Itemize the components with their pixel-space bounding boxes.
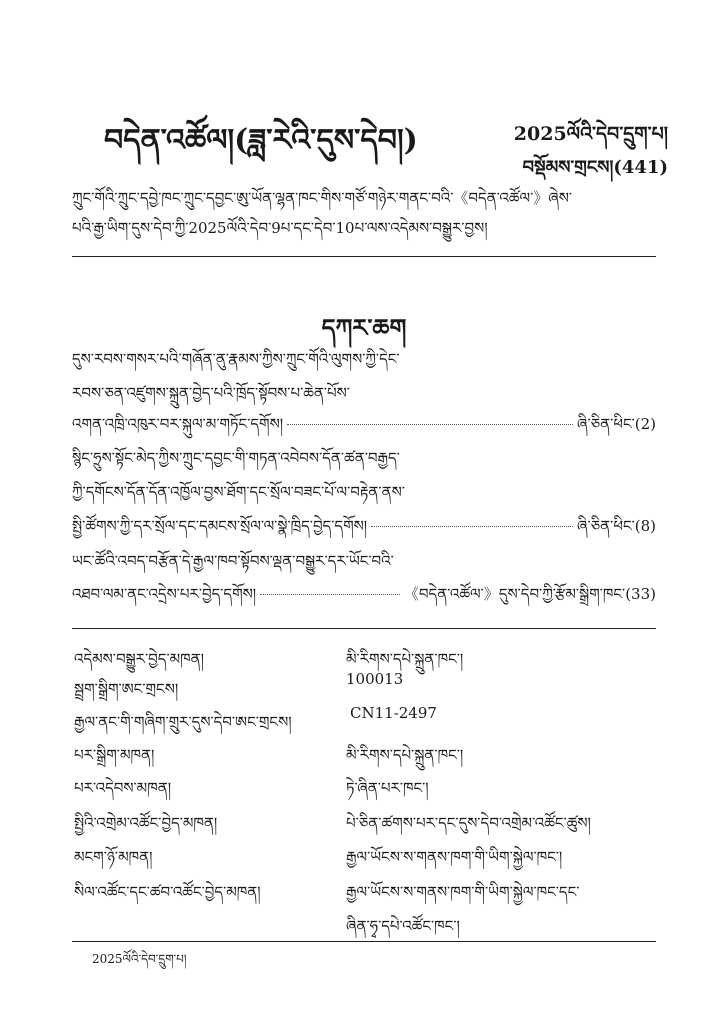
info-label-distributor: སྤྱིའི་འགྲེམ་འཚོང་བྱེད་མཁན།: [74, 814, 218, 832]
info-label-retail: སིལ་འཚོང་དང་ཚབ་འཚོང་བྱེད་མཁན།: [74, 883, 261, 901]
toc-entry-2-line-2: ཀྱི་དགོངས་དོན་དོན་འཁྱོལ་བྱས་ཐོག་དང་སྲོལ་བཟང་པོ་ལ་བརྟེན་ནས་: [72, 483, 405, 501]
footer-divider: [72, 941, 656, 942]
info-label-printer: པར་འདེབས་མཁན།: [74, 779, 172, 797]
info-value-retail: རྒྱལ་ཡོངས་ས་གནས་ཁག་གི་ཡིག་སྐྱེལ་ཁང་དང་: [346, 883, 580, 901]
info-value-compiler: མི་རིགས་དཔེ་སྐྲུན་ཁང་།: [346, 650, 464, 668]
toc-entry-1-line-1: དུས་རབས་གསར་པའི་གཞོན་ནུ་རྣམས་ཀྱིས་ཀྲུང་གོའི་ལུགས་ཀྱི་དེང་: [72, 350, 400, 368]
toc-entry-3-author: 《བདེན་འཚོལ་》དུས་དེབ་ཀྱི་རྩོམ་སྒྲིག་ཁང་: [403, 585, 626, 603]
toc-entry-1-page: (2): [634, 415, 656, 433]
info-value-distributor: པེ་ཅིན་ཚགས་པར་དང་དུས་དེབ་འགྲེམ་འཚོང་ཚུས།: [346, 814, 591, 832]
toc-entry-1-title: འགན་འཁྲི་འཁུར་བར་སྐུལ་མ་གཏོང་དགོས།: [72, 415, 284, 433]
info-label-issn: རྒྱལ་ནང་གི་གཞིག་གྲུར་དུས་དེབ་ཨང་གྲངས།: [74, 713, 292, 731]
toc-entry-1-line-2: རབས་ཅན་འཛུགས་སྐྲུན་བྱེད་པའི་ཁྲོད་སྟོབས་པ་ཆེན་པོས་: [72, 384, 350, 402]
toc-leader-dots: [287, 424, 573, 425]
info-value-typesetter: མི་རིགས་དཔེ་སྐྲུན་ཁང་།: [346, 746, 464, 764]
info-label-compiler: འདེམས་བསྒྱུར་བྱེད་མཁན།: [74, 650, 204, 668]
info-label-subscription: མངག་ཉོ་མཁན།: [74, 848, 153, 866]
toc-divider: [72, 628, 656, 629]
info-label-typesetter: པར་སྒྲིག་མཁན།: [74, 746, 155, 764]
magazine-title: བདེན་འཚོལ།(ཟླ་རེའི་དུས་དེབ།): [104, 123, 418, 158]
info-value-retail-cont: ཞིན་ཧྭ་དཔེ་འཚོང་ཁང་།: [346, 917, 460, 935]
info-value-printer: ཏེ་ཞིན་པར་ཁང་།: [346, 779, 429, 797]
toc-entry-3-line-1: ཡང་ཚོའི་འབད་བརྩོན་དེ་རྒྱལ་ཁབ་སྟོབས་ལྡན་བསྒྱུར་དར་ཡོང་བའི་: [72, 552, 394, 570]
info-label-postcode: སྦྲག་སྒྲིག་ཨང་གྲངས།: [74, 680, 179, 698]
page-footer: 2025ལོའི་དེབ་དྲུག་པ།: [92, 952, 187, 966]
intro-line-2: པའི་རྒྱ་ཡིག་དུས་དེབ་ཀྱི་2025ལོའི་དེབ་9པ་དང་དེབ་10པ་ལས་འདེམས་བསྒྱུར་བྱས།: [72, 219, 488, 237]
info-value-postcode: 100013: [346, 670, 404, 688]
toc-entry-2-line-1: སྙིང་ཧྲུས་སྟོང་མེད་ཀྱིས་ཀྲུང་དབྱང་གི་གཏན་འབེབས་དོན་ཚན་བརྒྱད་: [72, 449, 400, 467]
toc-entry-2-author: ཞི་ཅིན་ཕིང་: [576, 517, 635, 535]
toc-entry-3[interactable]: [72, 578, 656, 620]
issue-number: 2025ལོའི་དེབ་དྲུག་པ།: [513, 123, 668, 145]
toc-entry-1-author: ཞི་ཅིན་ཕིང་: [576, 415, 635, 433]
info-value-issn: CN11-2497: [350, 704, 437, 722]
serial-number: བསྡོམས་གྲངས།(441): [522, 157, 668, 178]
toc-leader-dots: [371, 526, 573, 527]
toc-entry-2-title: སྤྱི་ཚོགས་ཀྱི་དར་སྲོལ་དང་དམངས་སྲོལ་ལ་སྣེ་ཁྲིད་བྱེད་དགོས།: [72, 517, 368, 535]
toc-heading: དཀར་ཆག: [321, 313, 407, 342]
toc-entry-2-page: (8): [634, 517, 656, 535]
toc-entry-3-page: (33): [625, 585, 656, 603]
info-value-subscription: རྒྱལ་ཡོངས་ས་གནས་ཁག་གི་ཡིག་སྐྱེལ་ཁང་།: [346, 848, 563, 866]
header-divider: [72, 256, 656, 257]
toc-leader-dots: [260, 594, 400, 595]
toc-entry-3-title: འཐབ་ལམ་ནང་འདྲེས་པར་བྱེད་དགོས།: [72, 585, 257, 603]
intro-line-1: ཀྲུང་གོའི་ཀྲུང་དབྱེ་ཁང་ཀྲུང་དབྱང་ཨུ་ཡོན་ལྷན་ཁང་གིས་གཙོ་གཉེར་གནང་བའི་《བདེན་འཚོལ་》ཞེས་: [72, 189, 573, 207]
